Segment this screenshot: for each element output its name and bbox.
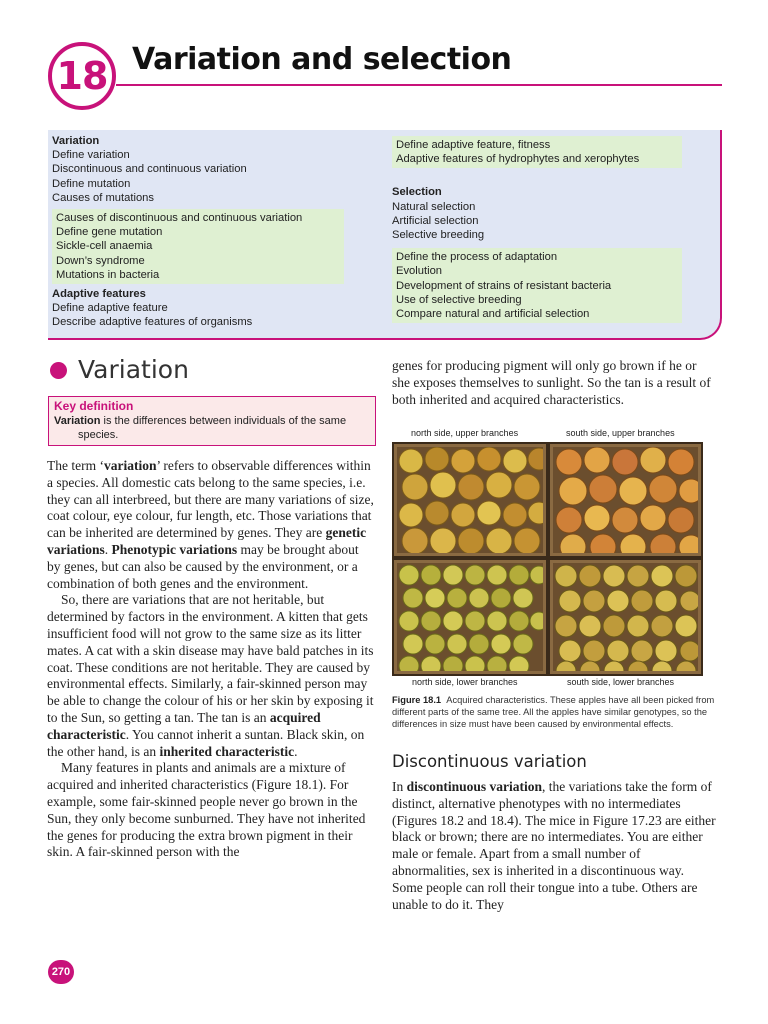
syllabus-item: Natural selection xyxy=(392,200,476,213)
key-definition-text-cont: species. xyxy=(78,429,119,441)
syllabus-item: Use of selective breeding xyxy=(396,293,522,306)
syllabus-item: Evolution xyxy=(396,265,443,278)
syllabus-item: Causes of discontinuous and continuous variation xyxy=(56,212,303,225)
syllabus-item: Down’s syndrome xyxy=(56,254,145,267)
syllabus-item: Compare natural and artificial selection xyxy=(396,308,590,321)
chapter-title-rule xyxy=(116,84,722,86)
apple-crate-top-right xyxy=(550,444,701,556)
text-run: In xyxy=(392,779,407,794)
text-run: The term ‘ xyxy=(47,458,104,473)
syllabus-item: Development of strains of resistant bacteria xyxy=(396,279,612,292)
syllabus-extended-block xyxy=(392,248,682,323)
key-definition-heading: Key definition xyxy=(54,399,134,413)
figure-label-bottom-left: north side, lower branches xyxy=(412,677,518,687)
right-top-paragraph: genes for producing pigment will only go brown if he or she exposes themselves to sunlight. So the tan is a result of both inherited and acquired characteristics. xyxy=(392,358,711,407)
chapter-title: Variation and selection xyxy=(132,42,512,77)
apples-photo xyxy=(392,442,703,676)
bold-term: genetic variations xyxy=(47,525,367,557)
bold-term: variation xyxy=(103,458,157,473)
syllabus-item: Define adaptive feature, fitness xyxy=(396,139,551,151)
syllabus-right-column xyxy=(392,136,682,323)
syllabus-item: Define mutation xyxy=(52,177,131,190)
syllabus-item: Define the process of adaptation xyxy=(396,251,558,264)
bold-term: inherited characteristic xyxy=(159,743,295,759)
page-number: 270 xyxy=(51,966,71,978)
figure-label-bottom-right: south side, lower branches xyxy=(567,677,675,687)
syllabus-item: Mutations in bacteria xyxy=(56,268,160,281)
apple-crate-bottom-left xyxy=(394,560,546,674)
syllabus-item: Causes of mutations xyxy=(52,191,154,204)
paragraph xyxy=(47,592,375,760)
syllabus-item: Selective breeding xyxy=(392,229,485,242)
figure-caption-number: Figure 18.1 xyxy=(392,695,442,705)
apple-crate-top-left xyxy=(394,444,546,556)
page-number-badge xyxy=(48,960,74,984)
chapter-number: 18 xyxy=(56,54,108,98)
paragraph xyxy=(47,458,375,592)
text-run: ’ refers to observable differences within a species. All domestic cats belong to the same species, i.e. they can all interbreed, but there are many variations of size, coat colour, eye colour, fur length, etc. Those variations that can be inherited are determined by genes. They are xyxy=(47,458,374,541)
syllabus-item: Sickle-cell anaemia xyxy=(56,240,153,253)
figure-caption xyxy=(392,694,722,731)
syllabus-item: Adaptive features of hydrophytes and xerophytes xyxy=(396,153,640,166)
text-run: So, there are variations that are not heritable, but determined by factors in the environment. A kitten that gets insufficient food will not grow to the same size as its litter mates. A cat with a skin disease may have bald patches in its coat. These conditions are not heritable. They are caused by environmental effects. Similarly, a fair-skinned person may be able to change the colour of his or her skin by exposing it to the Sun, so getting a tan. The tan is an xyxy=(47,592,374,725)
text-run: . xyxy=(294,743,298,759)
apples-illustration xyxy=(397,447,546,556)
figure-label-top-left: north side, upper branches xyxy=(411,428,519,438)
subsection-title: Discontinuous variation xyxy=(392,752,587,771)
paragraph: Many features in plants and animals are a mixture of acquired and inherited characteristics (Figure 18.1). For example, some fair-skinned people never go brown in the Sun, they only become sunburned. They have not inherited the genes for producing the extra brown pigment in their skin. A fair-skinned person with the xyxy=(47,760,366,860)
syllabus-item: Describe adaptive features of organisms xyxy=(52,316,253,329)
left-body-column xyxy=(47,458,375,861)
syllabus-item: Define gene mutation xyxy=(56,226,163,239)
syllabus-heading-adaptive: Adaptive features xyxy=(52,288,146,301)
figure-label-top-right: south side, upper branches xyxy=(566,428,675,438)
text-run: may be brought about by genes, but can also be caused by the environment, or a combination of both genes and the environment. xyxy=(47,541,359,591)
syllabus-left-column xyxy=(52,134,344,330)
key-definition-line xyxy=(54,414,370,429)
right-body-column xyxy=(392,779,717,913)
chapter-number-badge xyxy=(48,42,116,110)
bold-term: acquired characteristic xyxy=(47,709,321,742)
syllabus-heading-selection: Selection xyxy=(392,186,442,199)
paragraph xyxy=(392,779,717,913)
syllabus-box xyxy=(48,130,722,340)
key-definition-box xyxy=(48,396,376,446)
section-title: Variation xyxy=(78,355,189,384)
bold-term: discontinuous variation xyxy=(406,779,543,794)
apple-crate-bottom-right xyxy=(550,560,701,674)
apples-illustration xyxy=(553,447,701,556)
figure-caption-text: Acquired characteristics. These apples have all been picked from different parts of the same tree. All the apples have similar genotypes, so the differences in size must have been caused by environmental effects. xyxy=(392,695,715,730)
syllabus-item: Artificial selection xyxy=(392,214,479,227)
key-definition-term: Variation xyxy=(54,414,101,427)
syllabus-item: Discontinuous and continuous variation xyxy=(52,163,247,176)
syllabus-heading-variation: Variation xyxy=(52,135,100,147)
section-bullet-icon xyxy=(50,362,67,379)
syllabus-extended-block xyxy=(52,209,344,284)
syllabus-item: Define variation xyxy=(52,149,130,162)
text-run: . xyxy=(104,541,112,557)
apples-illustration xyxy=(553,563,701,674)
apples-illustration xyxy=(397,563,546,674)
syllabus-item: Define adaptive feature xyxy=(52,302,168,315)
text-run: . You cannot inherit a suntan. Black skin, on the other hand, is an xyxy=(47,726,365,759)
bold-term: Phenotypic variations xyxy=(111,541,238,557)
syllabus-extended-block xyxy=(392,136,682,168)
key-definition-text: is the differences between individuals of the same xyxy=(100,414,347,427)
text-run: , the variations take the form of distinct, alternative phenotypes with no intermediates (Figures 18.2 and 18.4). The mice in Figure 17.23 are either black or brown; there are no intermediates. You are either male or female. Apart from a small number of abnormalities, sex is inherited in a discontinuous way. Some people can roll their tongue into a tube. Others are unable to do it. They xyxy=(392,779,716,912)
